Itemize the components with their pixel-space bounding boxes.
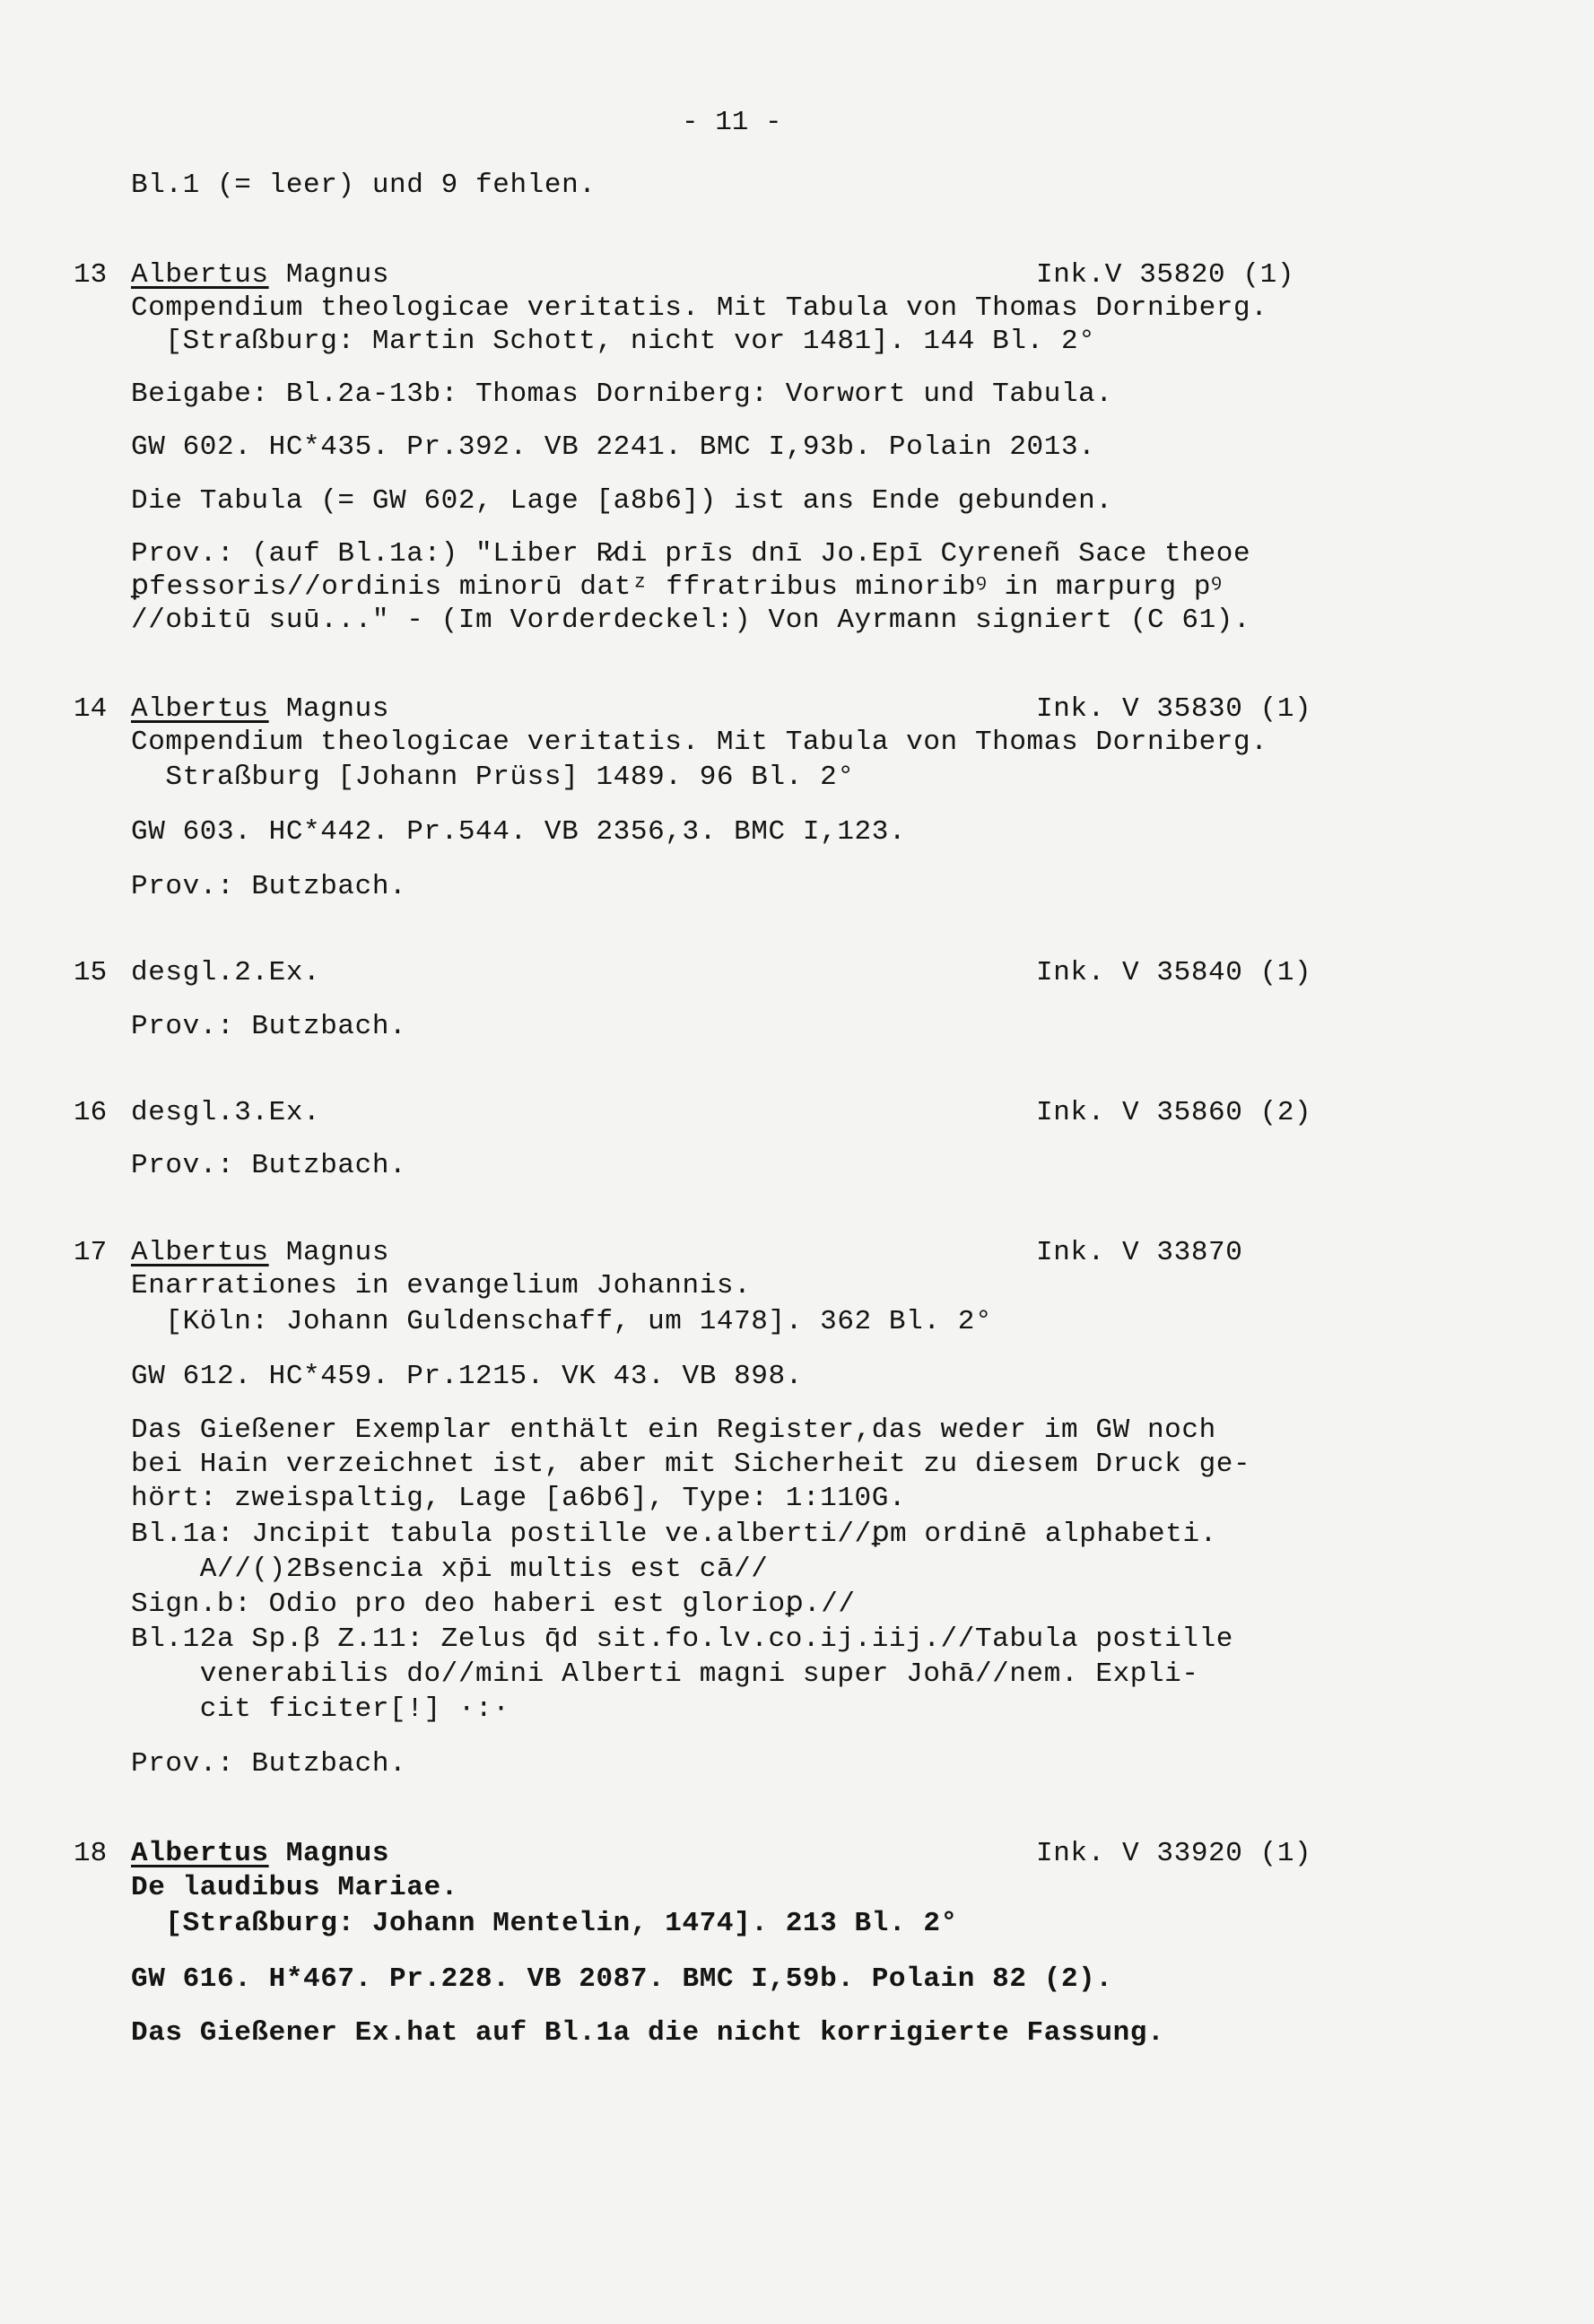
entry-line: Straßburg [Johann Prüss] 1489. 96 Bl. 2° bbox=[131, 762, 855, 793]
entry-author bbox=[131, 694, 389, 725]
entry-line: Das Gießener Ex.hat auf Bl.1a die nicht korrigierte Fassung. bbox=[131, 2017, 1165, 2049]
author-surname: Albertus bbox=[131, 1237, 269, 1268]
entry-number: 13 bbox=[74, 259, 108, 291]
entry-line: Compendium theologicae veritatis. Mit Tabula von Thomas Dorniberg. bbox=[131, 727, 1268, 758]
entry-line: Die Tabula (= GW 602, Lage [a8b6]) ist ans Ende gebunden. bbox=[131, 485, 1113, 517]
entry-line: Compendium theologicae veritatis. Mit Tabula von Thomas Dorniberg. bbox=[131, 292, 1268, 324]
entry-line: Prov.: Butzbach. bbox=[131, 1748, 407, 1780]
entry-line: De laudibus Mariae. bbox=[131, 1872, 458, 1903]
intro-line: Bl.1 (= leer) und 9 fehlen. bbox=[131, 170, 597, 201]
entry-line: GW 612. HC*459. Pr.1215. VK 43. VB 898. bbox=[131, 1361, 803, 1392]
entry-author: desgl.2.Ex. bbox=[131, 957, 321, 988]
author-surname: Albertus bbox=[131, 693, 269, 725]
entry-line: [Straßburg: Martin Schott, nicht vor 1481]. 144 Bl. 2° bbox=[131, 326, 1096, 357]
entry-line: ꝑfessoris//ordinis minorū datᶻ ffratribus minoribꝰ in marpurg pꝰ bbox=[131, 571, 1223, 603]
author-rest: Magnus bbox=[268, 259, 390, 291]
shelfmark: Ink. V 35830 (1) bbox=[1036, 693, 1312, 725]
entry-author bbox=[131, 1839, 389, 1869]
shelfmark: Ink. V 35840 (1) bbox=[1036, 957, 1312, 988]
entry-line: Prov.: Butzbach. bbox=[131, 1150, 407, 1181]
entry-line: Das Gießener Exemplar enthält ein Register,das weder im GW noch bbox=[131, 1414, 1216, 1446]
author-surname: Albertus bbox=[131, 259, 269, 291]
entry-line: cit ficiter[!] ·:· bbox=[131, 1693, 510, 1725]
entry-number: 14 bbox=[74, 693, 108, 725]
entry-author bbox=[131, 260, 389, 291]
author-rest: Magnus bbox=[268, 693, 390, 725]
entry-line: Prov.: Butzbach. bbox=[131, 871, 407, 902]
entry-line: Prov.: Butzbach. bbox=[131, 1011, 407, 1042]
author-rest: Magnus bbox=[268, 1838, 390, 1869]
entry-line: GW 602. HC*435. Pr.392. VB 2241. BMC I,93b. Polain 2013. bbox=[131, 431, 1096, 463]
shelfmark: Ink. V 33920 (1) bbox=[1036, 1838, 1312, 1869]
entry-author: desgl.3.Ex. bbox=[131, 1097, 321, 1128]
entry-line: Enarrationes in evangelium Johannis. bbox=[131, 1270, 752, 1301]
entry-line: Bl.12a Sp.β Z.11: Zelus q̄d sit.fo.lv.co.ij.iij.//Tabula postille bbox=[131, 1623, 1233, 1655]
author-rest: Magnus bbox=[268, 1237, 390, 1268]
entry-line: Sign.b: Odio pro deo haberi est glorioꝑ.// bbox=[131, 1589, 856, 1620]
entry-line: hört: zweispaltig, Lage [a6b6], Type: 1:110G. bbox=[131, 1483, 907, 1514]
shelfmark: Ink. V 33870 bbox=[1036, 1237, 1243, 1268]
entry-line: venerabilis do//mini Alberti magni super Johā//nem. Expli- bbox=[131, 1658, 1199, 1690]
entry-number: 18 bbox=[74, 1838, 108, 1869]
shelfmark: Ink. V 35860 (2) bbox=[1036, 1097, 1312, 1128]
entry-line: [Straßburg: Johann Mentelin, 1474]. 213 Bl. 2° bbox=[131, 1908, 958, 1939]
entry-number: 16 bbox=[74, 1097, 108, 1128]
entry-line: Beigabe: Bl.2a-13b: Thomas Dorniberg: Vorwort und Tabula. bbox=[131, 379, 1113, 410]
entry-line: [Köln: Johann Guldenschaff, um 1478]. 362 Bl. 2° bbox=[131, 1306, 993, 1337]
entry-line: //obitū suū..." - (Im Vorderdeckel:) Von Ayrmann signiert (C 61). bbox=[131, 605, 1251, 636]
page-number: - 11 - bbox=[682, 107, 782, 138]
author-surname: Albertus bbox=[131, 1838, 269, 1869]
entry-line: Prov.: (auf Bl.1a:) "Liber R̷di prīs dnī Jo.Epī Cyreneñ Sace theoe bbox=[131, 538, 1251, 570]
entry-line: GW 603. HC*442. Pr.544. VB 2356,3. BMC I,123. bbox=[131, 816, 907, 848]
entry-line: bei Hain verzeichnet ist, aber mit Sicherheit zu diesem Druck ge- bbox=[131, 1449, 1251, 1480]
entry-line: Bl.1a: Jncipit tabula postille ve.alberti//ꝑm ordinē alphabeti. bbox=[131, 1519, 1217, 1550]
entry-number: 15 bbox=[74, 957, 108, 988]
entry-number: 17 bbox=[74, 1237, 108, 1268]
shelfmark: Ink.V 35820 (1) bbox=[1036, 259, 1295, 291]
entry-author bbox=[131, 1238, 389, 1268]
entry-line: GW 616. H*467. Pr.228. VB 2087. BMC I,59b. Polain 82 (2). bbox=[131, 1963, 1113, 1995]
entry-line: A//()2Bsencia xp̄i multis est cā// bbox=[131, 1554, 769, 1585]
